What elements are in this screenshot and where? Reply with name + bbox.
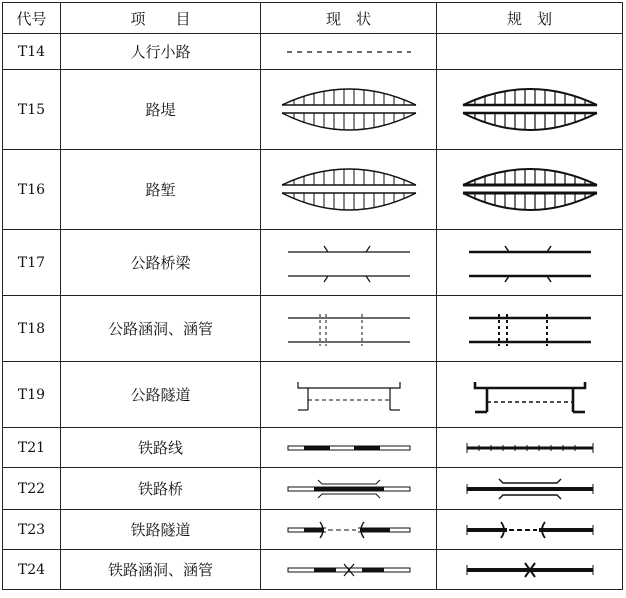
cutting-planned-symbol bbox=[437, 150, 623, 230]
footpath-planned-symbol bbox=[437, 34, 623, 70]
table-row bbox=[3, 70, 623, 150]
road-tunnel-planned-symbol bbox=[437, 362, 623, 428]
row-code: T23 bbox=[3, 510, 61, 550]
table-row bbox=[3, 428, 623, 468]
header-planned: 规 划 bbox=[437, 3, 623, 34]
row-code: T14 bbox=[3, 34, 61, 70]
header-row bbox=[3, 3, 623, 34]
railway-bridge-current-symbol bbox=[261, 468, 437, 510]
row-code: T17 bbox=[3, 230, 61, 296]
embankment-planned-symbol bbox=[437, 70, 623, 150]
railway-bridge-planned-symbol bbox=[437, 468, 623, 510]
table-row bbox=[3, 230, 623, 296]
row-code: T24 bbox=[3, 550, 61, 590]
cutting-current-symbol bbox=[261, 150, 437, 230]
road-tunnel-current-symbol bbox=[261, 362, 437, 428]
railway-tunnel-current-symbol bbox=[261, 510, 437, 550]
row-item: 路堑 bbox=[61, 150, 261, 230]
table-row bbox=[3, 362, 623, 428]
footpath-current-symbol bbox=[261, 34, 437, 70]
row-item: 路堤 bbox=[61, 70, 261, 150]
row-item: 铁路桥 bbox=[61, 468, 261, 510]
row-item: 铁路隧道 bbox=[61, 510, 261, 550]
table-row bbox=[3, 468, 623, 510]
road-bridge-current-symbol bbox=[261, 230, 437, 296]
row-item: 公路隧道 bbox=[61, 362, 261, 428]
road-culvert-current-symbol bbox=[261, 296, 437, 362]
railway-culvert-current-symbol bbox=[261, 550, 437, 590]
railway-tunnel-planned-symbol bbox=[437, 510, 623, 550]
railway-planned-symbol bbox=[437, 428, 623, 468]
road-bridge-planned-symbol bbox=[437, 230, 623, 296]
legend-table bbox=[2, 2, 623, 590]
row-item: 铁路涵洞、涵管 bbox=[61, 550, 261, 590]
row-item: 人行小路 bbox=[61, 34, 261, 70]
table-row bbox=[3, 296, 623, 362]
railway-current-symbol bbox=[261, 428, 437, 468]
row-code: T18 bbox=[3, 296, 61, 362]
row-code: T21 bbox=[3, 428, 61, 468]
row-code: T22 bbox=[3, 468, 61, 510]
row-code: T16 bbox=[3, 150, 61, 230]
table-row bbox=[3, 510, 623, 550]
row-item: 公路涵洞、涵管 bbox=[61, 296, 261, 362]
railway-culvert-planned-symbol bbox=[437, 550, 623, 590]
road-culvert-planned-symbol bbox=[437, 296, 623, 362]
table-row bbox=[3, 550, 623, 590]
header-current: 现 状 bbox=[261, 3, 437, 34]
row-code: T19 bbox=[3, 362, 61, 428]
table-row bbox=[3, 150, 623, 230]
embankment-current-symbol bbox=[261, 70, 437, 150]
header-item: 项 目 bbox=[61, 3, 261, 34]
row-item: 铁路线 bbox=[61, 428, 261, 468]
header-code: 代号 bbox=[3, 3, 61, 34]
row-item: 公路桥梁 bbox=[61, 230, 261, 296]
row-code: T15 bbox=[3, 70, 61, 150]
table-row bbox=[3, 34, 623, 70]
